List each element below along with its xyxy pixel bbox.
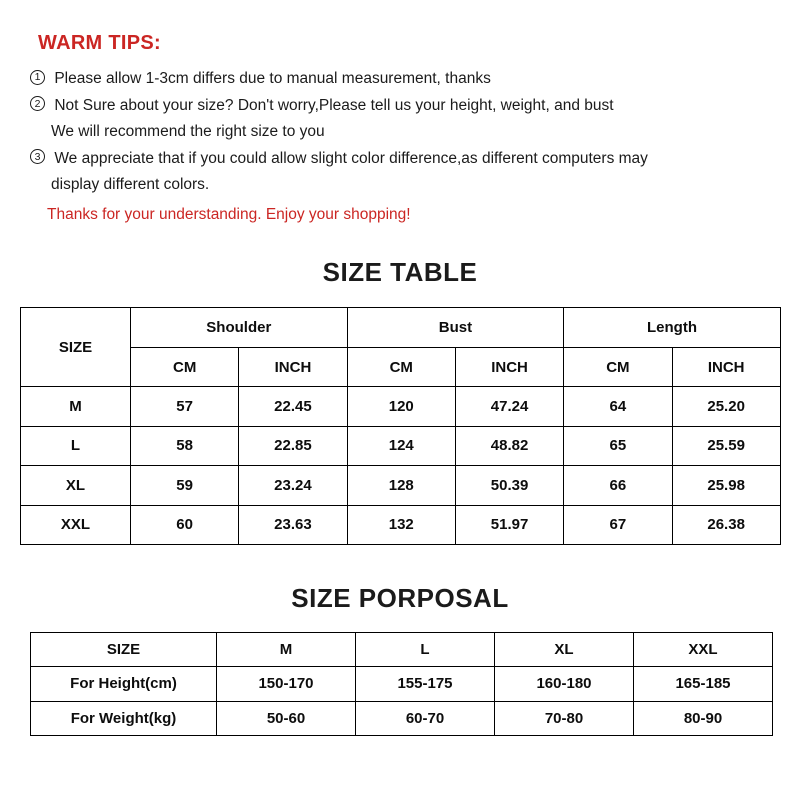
proposal-header-xxl: XXL [634,633,773,667]
table-cell: 50-60 [217,701,356,735]
unit-header: CM [347,348,455,387]
size-table-row-xxl [21,505,781,545]
unit-header: INCH [455,348,563,387]
tip-text: We appreciate that if you could allow slight color difference,as different computers may [54,149,648,167]
size-label: XL [21,466,131,506]
size-table-row-m [21,387,781,427]
proposal-row-height [31,667,773,701]
table-cell: 66 [564,466,672,506]
size-label: L [21,426,131,466]
unit-header: CM [564,348,672,387]
table-cell: 150-170 [217,667,356,701]
table-cell: 22.85 [239,426,347,466]
table-cell: 23.24 [239,466,347,506]
size-table-row-l [21,426,781,466]
tip-item-2-continuation [30,119,770,146]
table-cell: 165-185 [634,667,773,701]
table-cell: 51.97 [455,505,563,545]
table-cell: 57 [131,387,239,427]
circled-number-2-icon: 2 [30,96,45,111]
warm-tips-section [0,0,800,228]
row-label: For Height(cm) [31,667,217,701]
table-cell: 60-70 [356,701,495,735]
unit-header: CM [131,348,239,387]
table-cell: 25.98 [672,466,780,506]
table-cell: 48.82 [455,426,563,466]
table-cell: 65 [564,426,672,466]
table-cell: 80-90 [634,701,773,735]
size-table-title: SIZE TABLE [322,257,478,287]
size-table-corner-header: SIZE [21,308,131,387]
unit-header: INCH [239,348,347,387]
table-cell: 23.63 [239,505,347,545]
size-label: XXL [21,505,131,545]
warm-tips-title: WARM TIPS: [38,32,161,54]
table-cell: 160-180 [495,667,634,701]
size-proposal-table [30,632,773,736]
proposal-header-l: L [356,633,495,667]
table-cell: 155-175 [356,667,495,701]
circled-number-1-icon: 1 [30,70,45,85]
proposal-row-weight [31,701,773,735]
row-label: For Weight(kg) [31,701,217,735]
proposal-header-xl: XL [495,633,634,667]
table-cell: 59 [131,466,239,506]
size-table-unit-header-row [21,348,781,387]
tip-item-2 [30,93,770,120]
unit-header: INCH [672,348,780,387]
tip-text: Please allow 1-3cm differs due to manual measurement, thanks [54,70,491,87]
table-cell: 67 [564,505,672,545]
size-label: M [21,387,131,427]
size-proposal-title: SIZE PORPOSAL [291,583,509,613]
proposal-header-size: SIZE [31,633,217,667]
table-cell: 70-80 [495,701,634,735]
size-table-group-header-row [21,308,781,348]
table-cell: 50.39 [455,466,563,506]
table-cell: 120 [347,387,455,427]
group-header-bust: Bust [347,308,564,348]
tip-text: Not Sure about your size? Don't worry,Please tell us your height, weight, and bust [54,96,614,114]
circled-number-3-icon: 3 [30,149,45,164]
size-table-row-xl [21,466,781,506]
proposal-header-m: M [217,633,356,667]
table-cell: 22.45 [239,387,347,427]
table-cell: 25.20 [672,387,780,427]
table-cell: 60 [131,505,239,545]
table-cell: 26.38 [672,505,780,545]
table-cell: 58 [131,426,239,466]
tip-item-3 [30,146,770,173]
thanks-note: Thanks for your understanding. Enjoy your shopping! [47,205,411,223]
table-cell: 124 [347,426,455,466]
table-cell: 128 [347,466,455,506]
tip-text: display different colors. [51,176,210,193]
tip-text: We will recommend the right size to you [51,123,325,140]
group-header-length: Length [564,308,781,348]
proposal-header-row [31,633,773,667]
group-header-shoulder: Shoulder [131,308,348,348]
table-cell: 64 [564,387,672,427]
table-cell: 132 [347,505,455,545]
table-cell: 47.24 [455,387,563,427]
table-cell: 25.59 [672,426,780,466]
tip-item-3-continuation [30,172,770,199]
size-table [20,307,781,545]
tip-item-1 [30,66,770,93]
